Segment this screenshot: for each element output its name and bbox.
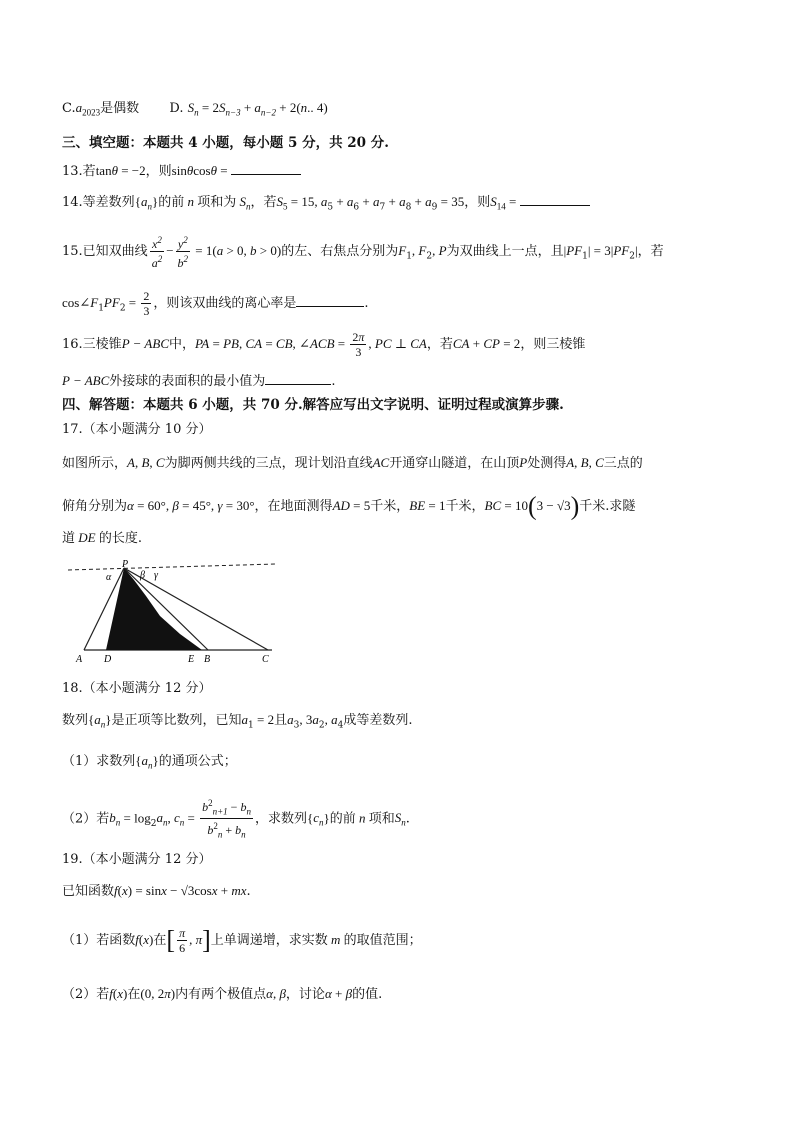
question-17-header: 17.（本小题满分 10 分） — [62, 422, 212, 437]
question-17-text-2: 俯角分别为α = 60°, β = 45°, γ = 30°，在地面测得AD = 5千米，BE = 1千米，BC = 10(3 − √3)千米.求隧 — [62, 491, 636, 521]
answer-blank-13[interactable] — [231, 160, 301, 175]
question-18-part-2: （2）若$b_n = \log_2a_n$, $c_n$ = $\frac{b^2_{n+1} - b_n}{b^2_n + b_n}$ ，求数列$\{c_n\}$的前 n 项和$S_n$. — [62, 798, 410, 840]
answer-blank-15[interactable] — [296, 292, 364, 307]
label-beta: β — [140, 570, 145, 581]
question-15-cont: $\cos\angle F_1PF_2$ = $\frac{2}{3}$ ，则该双曲线的离心率是 . — [62, 289, 369, 318]
label-e: E — [188, 654, 195, 665]
label-b: B — [204, 654, 211, 665]
label-d: D — [104, 654, 112, 665]
question-19-header: 19.（本小题满分 12 分） — [62, 852, 212, 867]
section-3-heading: 三、填空题：本题共 4 小题，每小题 5 分，共 20 分. — [62, 135, 389, 151]
question-17-text-1: 如图所示，A, B, C为脚两侧共线的三点，现计划沿直线AC开通穿山隧道，在山顶P处测得A, B, C三点的 — [62, 455, 643, 471]
question-18-text: 数列$\{a_n\}$是正项等比数列，已知$a_1 = 2$且$a_3$, $3a_2$, $a_4$成等差数列. — [62, 712, 413, 731]
question-18-header: 18.（本小题满分 12 分） — [62, 681, 212, 696]
question-18-part-1: （1）求数列$\{a_n\}$的通项公式； — [62, 753, 237, 771]
label-alpha: α — [106, 572, 112, 583]
question-16-cont: P − ABC外接球的表面积的最小值为 . — [62, 370, 335, 391]
question-19-text: 已知函数f(x) = sinx − √3cosx + mx. — [62, 883, 251, 899]
question-19-part-2: （2）若f(x)在(0, 2π)内有两个极值点α, β，讨论α + β的值. — [62, 986, 383, 1002]
label-gamma: γ — [154, 570, 158, 581]
question-13: 13.若tanθ = −2，则sinθcosθ = — [62, 160, 301, 181]
tunnel-figure — [62, 558, 282, 668]
question-16: 16.三棱锥P − ABC中，PA = PB, CA = CB, ∠ACB = $\frac{2\pi}{3}$ , PC ⊥ CA，若CA + CP = 2，则三棱锥 — [62, 330, 586, 359]
answer-blank-14[interactable] — [520, 191, 590, 206]
options-cd-line: $C.a_{2023}$是偶数 D. $S_n = 2S_{n-3} + a_{n-2} + 2(n$.. 4) — [62, 100, 328, 118]
question-19-part-1: （1）若函数f(x)在[ $\frac{\pi}{6}$ , π]上单调递增，求实数 m 的取值范围； — [62, 925, 422, 955]
label-c: C — [262, 654, 269, 665]
label-p: P — [122, 559, 129, 570]
option-c-text: 是偶数 — [100, 101, 140, 116]
question-14: 14.等差数列$\{a_n\}$的前 n 项和为 $S_n$，若$S_5 = 15$, $a_5 + a_6 + a_7 + a_8 + a_9 = 35$，则$S_{14}$ = — [62, 191, 590, 217]
horizon-dashed-line — [68, 564, 276, 570]
option-d-label: D. — [169, 101, 184, 116]
option-c-label: C. — [62, 101, 76, 116]
section-4-heading: 四、解答题：本题共 6 小题，共 70 分.解答应写出文字说明、证明过程或演算步骤. — [62, 397, 564, 413]
answer-blank-16[interactable] — [265, 370, 331, 385]
label-a: A — [76, 654, 83, 665]
question-15: 15.已知双曲线 $\frac{x^2}{a^2}$ − $\frac{y^2}{b^2}$ = 1(a > 0, b > 0)的左、右焦点分别为$F_1$, $F_2$, P为双曲线上一点，且$|PF_1| = 3|PF_2|$，若 — [62, 235, 664, 270]
question-17-text-3: 道 DE 的长度. — [62, 530, 142, 546]
